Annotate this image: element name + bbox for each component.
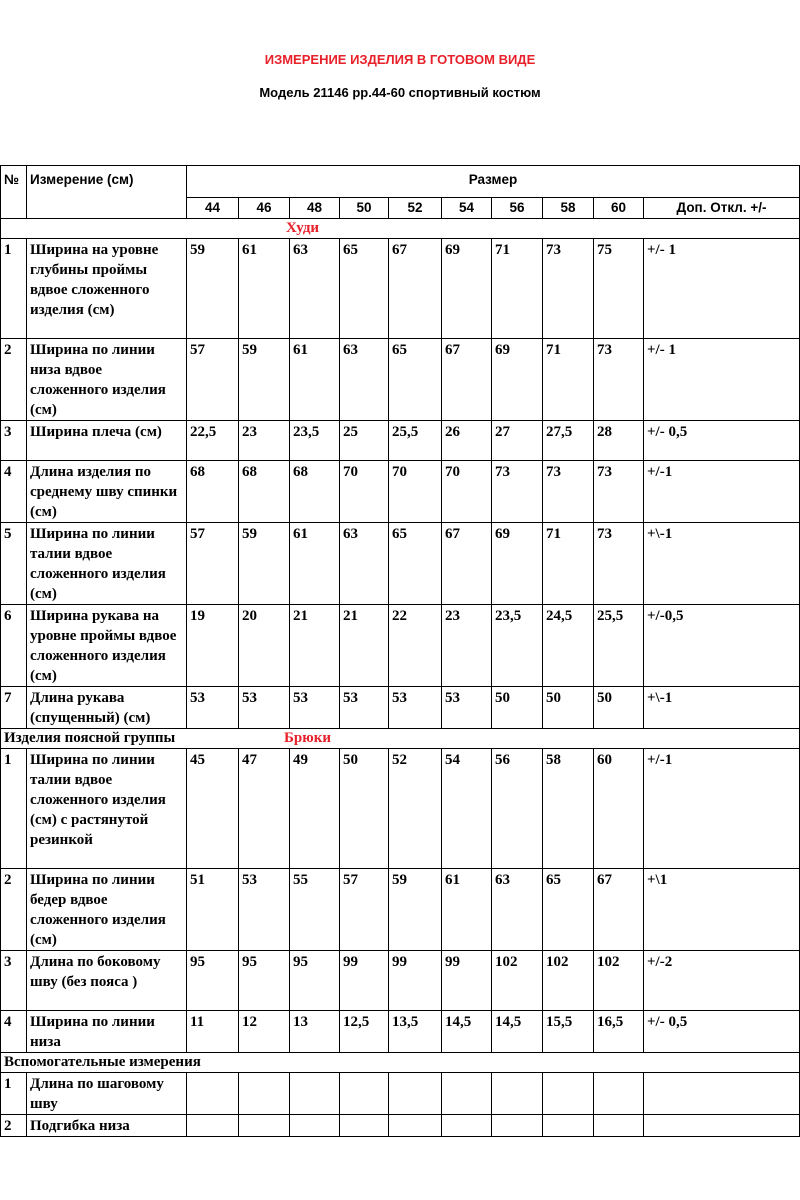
row-value: 69 <box>442 239 492 339</box>
row-value: 53 <box>187 687 239 729</box>
row-value: 49 <box>290 749 340 869</box>
document-title: ИЗМЕРЕНИЕ ИЗДЕЛИЯ В ГОТОВОМ ВИДЕ <box>264 52 536 67</box>
row-value: 61 <box>442 869 492 951</box>
row-value: 71 <box>543 523 594 605</box>
row-measurement-name: Ширина на уровне глубины проймы вдвое сложенного изделия (см) <box>27 239 187 339</box>
row-value <box>543 1115 594 1137</box>
row-tolerance: +/- 0,5 <box>644 1011 800 1053</box>
row-value <box>187 1073 239 1115</box>
row-value: 75 <box>594 239 644 339</box>
section-hoodie-row <box>1 219 800 239</box>
table-row <box>1 1011 800 1053</box>
row-value: 23,5 <box>290 421 340 461</box>
header-tolerance: Доп. Откл. +/- <box>644 198 800 219</box>
row-value: 25,5 <box>594 605 644 687</box>
row-value: 73 <box>543 239 594 339</box>
row-value: 23 <box>442 605 492 687</box>
row-measurement-name: Ширина по линии низа <box>27 1011 187 1053</box>
size-56: 56 <box>492 198 543 219</box>
section-pants-label: Брюки <box>284 730 332 746</box>
row-value: 53 <box>389 687 442 729</box>
row-tolerance: +/-1 <box>644 749 800 869</box>
row-number: 7 <box>1 687 27 729</box>
row-tolerance: +/- 0,5 <box>644 421 800 461</box>
row-number: 3 <box>1 421 27 461</box>
row-value: 73 <box>492 461 543 523</box>
table-row <box>1 523 800 605</box>
table-row <box>1 869 800 951</box>
header-measure: Измерение (см) <box>27 166 187 219</box>
row-value: 95 <box>239 951 290 1011</box>
row-value: 65 <box>389 339 442 421</box>
size-52: 52 <box>389 198 442 219</box>
row-value: 19 <box>187 605 239 687</box>
table-row <box>1 605 800 687</box>
row-value <box>442 1115 492 1137</box>
row-value: 56 <box>492 749 543 869</box>
table-row <box>1 1073 800 1115</box>
row-value: 27 <box>492 421 543 461</box>
row-value: 99 <box>389 951 442 1011</box>
row-number: 6 <box>1 605 27 687</box>
measurement-table <box>0 165 800 1137</box>
row-value: 70 <box>340 461 389 523</box>
row-value: 22,5 <box>187 421 239 461</box>
row-value: 57 <box>187 523 239 605</box>
row-value <box>492 1073 543 1115</box>
row-value: 70 <box>442 461 492 523</box>
row-value: 99 <box>340 951 389 1011</box>
row-value: 50 <box>543 687 594 729</box>
row-value: 11 <box>187 1011 239 1053</box>
row-value: 70 <box>389 461 442 523</box>
row-value: 22 <box>389 605 442 687</box>
row-value: 15,5 <box>543 1011 594 1053</box>
row-number: 2 <box>1 869 27 951</box>
row-value: 99 <box>442 951 492 1011</box>
row-value: 47 <box>239 749 290 869</box>
size-50: 50 <box>340 198 389 219</box>
row-measurement-name: Длина по боковому шву (без пояса ) <box>27 951 187 1011</box>
table-row <box>1 687 800 729</box>
row-tolerance: +/-1 <box>644 461 800 523</box>
row-value: 21 <box>340 605 389 687</box>
row-value: 71 <box>543 339 594 421</box>
row-value: 21 <box>290 605 340 687</box>
row-number: 4 <box>1 461 27 523</box>
row-value: 53 <box>239 869 290 951</box>
row-value: 57 <box>187 339 239 421</box>
row-value <box>543 1073 594 1115</box>
row-value: 68 <box>187 461 239 523</box>
row-value: 45 <box>187 749 239 869</box>
row-value: 73 <box>594 523 644 605</box>
row-value: 95 <box>290 951 340 1011</box>
row-value: 63 <box>340 523 389 605</box>
row-value: 69 <box>492 523 543 605</box>
row-value: 23 <box>239 421 290 461</box>
row-value <box>594 1115 644 1137</box>
table-row <box>1 339 800 421</box>
row-value <box>187 1115 239 1137</box>
section-aux: Вспомогательные измерения <box>1 1053 800 1073</box>
row-tolerance: +\1 <box>644 869 800 951</box>
row-value: 52 <box>389 749 442 869</box>
row-value: 59 <box>239 339 290 421</box>
row-tolerance <box>644 1073 800 1115</box>
row-value: 67 <box>442 339 492 421</box>
row-number: 1 <box>1 1073 27 1115</box>
row-value: 63 <box>340 339 389 421</box>
row-tolerance <box>644 1115 800 1137</box>
row-measurement-name: Ширина по линии талии вдвое сложенного изделия (см) с растянутой резинкой <box>27 749 187 869</box>
row-value: 53 <box>239 687 290 729</box>
row-value: 61 <box>239 239 290 339</box>
row-value: 13,5 <box>389 1011 442 1053</box>
row-value: 63 <box>290 239 340 339</box>
table-row <box>1 749 800 869</box>
row-value: 67 <box>594 869 644 951</box>
row-tolerance: +/-2 <box>644 951 800 1011</box>
row-value: 61 <box>290 523 340 605</box>
table-row <box>1 421 800 461</box>
row-value: 73 <box>594 461 644 523</box>
row-value: 53 <box>290 687 340 729</box>
row-value: 102 <box>543 951 594 1011</box>
size-46: 46 <box>239 198 290 219</box>
row-value <box>389 1115 442 1137</box>
section-hoodie-label: Худи <box>286 220 320 236</box>
row-number: 3 <box>1 951 27 1011</box>
row-value: 59 <box>187 239 239 339</box>
size-48: 48 <box>290 198 340 219</box>
row-value <box>442 1073 492 1115</box>
row-value: 14,5 <box>442 1011 492 1053</box>
row-value: 24,5 <box>543 605 594 687</box>
header-size: Размер <box>187 166 800 198</box>
row-value <box>290 1073 340 1115</box>
row-value <box>290 1115 340 1137</box>
table-row <box>1 951 800 1011</box>
row-measurement-name: Ширина рукава на уровне проймы вдвое сложенного изделия (см) <box>27 605 187 687</box>
row-value: 50 <box>594 687 644 729</box>
row-value: 71 <box>492 239 543 339</box>
row-value: 12 <box>239 1011 290 1053</box>
section-pants-row <box>1 729 800 749</box>
row-value: 59 <box>389 869 442 951</box>
size-60: 60 <box>594 198 644 219</box>
row-value: 65 <box>543 869 594 951</box>
row-measurement-name: Длина изделия по среднему шву спинки (см) <box>27 461 187 523</box>
row-value: 13 <box>290 1011 340 1053</box>
row-value: 53 <box>340 687 389 729</box>
row-value: 60 <box>594 749 644 869</box>
row-value: 53 <box>442 687 492 729</box>
row-number: 2 <box>1 339 27 421</box>
section-waist-group-label: Изделия поясной группы <box>4 730 176 746</box>
row-value <box>340 1073 389 1115</box>
row-value: 25,5 <box>389 421 442 461</box>
document-subtitle: Модель 21146 рр.44-60 спортивный костюм <box>259 85 541 100</box>
row-value: 51 <box>187 869 239 951</box>
row-tolerance: +/-0,5 <box>644 605 800 687</box>
header-num: № <box>1 166 27 219</box>
row-value: 26 <box>442 421 492 461</box>
row-value: 12,5 <box>340 1011 389 1053</box>
row-number: 1 <box>1 239 27 339</box>
row-value: 61 <box>290 339 340 421</box>
row-value: 102 <box>492 951 543 1011</box>
row-value <box>340 1115 389 1137</box>
row-value: 73 <box>594 339 644 421</box>
section-hoodie <box>1 219 800 239</box>
row-measurement-name: Ширина по линии низа вдвое сложенного изделия (см) <box>27 339 187 421</box>
row-value: 50 <box>492 687 543 729</box>
table-row <box>1 1115 800 1137</box>
row-measurement-name: Ширина по линии талии вдвое сложенного изделия (см) <box>27 523 187 605</box>
row-value: 95 <box>187 951 239 1011</box>
section-pants <box>1 729 800 749</box>
row-number: 1 <box>1 749 27 869</box>
row-value: 68 <box>239 461 290 523</box>
row-value: 69 <box>492 339 543 421</box>
row-number: 5 <box>1 523 27 605</box>
row-value: 27,5 <box>543 421 594 461</box>
table-row <box>1 461 800 523</box>
row-value: 65 <box>340 239 389 339</box>
row-measurement-name: Ширина по линии бедер вдвое сложенного изделия (см) <box>27 869 187 951</box>
row-value: 59 <box>239 523 290 605</box>
row-value: 14,5 <box>492 1011 543 1053</box>
row-tolerance: +\-1 <box>644 523 800 605</box>
header-row-1 <box>1 166 800 198</box>
row-value: 16,5 <box>594 1011 644 1053</box>
row-measurement-name: Подгибка низа <box>27 1115 187 1137</box>
row-value <box>389 1073 442 1115</box>
row-value: 25 <box>340 421 389 461</box>
row-measurement-name: Длина рукава (спущенный) (см) <box>27 687 187 729</box>
row-number: 4 <box>1 1011 27 1053</box>
row-value: 54 <box>442 749 492 869</box>
row-value <box>239 1115 290 1137</box>
row-value: 57 <box>340 869 389 951</box>
row-tolerance: +\-1 <box>644 687 800 729</box>
row-value: 65 <box>389 523 442 605</box>
row-tolerance: +/- 1 <box>644 339 800 421</box>
row-value: 20 <box>239 605 290 687</box>
row-value: 68 <box>290 461 340 523</box>
row-number: 2 <box>1 1115 27 1137</box>
size-54: 54 <box>442 198 492 219</box>
row-value <box>492 1115 543 1137</box>
row-value: 67 <box>389 239 442 339</box>
size-58: 58 <box>543 198 594 219</box>
row-value: 58 <box>543 749 594 869</box>
size-44: 44 <box>187 198 239 219</box>
table-row <box>1 239 800 339</box>
row-value: 102 <box>594 951 644 1011</box>
row-value: 23,5 <box>492 605 543 687</box>
row-value: 55 <box>290 869 340 951</box>
row-measurement-name: Длина по шаговому шву <box>27 1073 187 1115</box>
row-value: 67 <box>442 523 492 605</box>
row-value: 50 <box>340 749 389 869</box>
row-value: 73 <box>543 461 594 523</box>
row-value <box>594 1073 644 1115</box>
section-aux-row <box>1 1053 800 1073</box>
row-measurement-name: Ширина плеча (см) <box>27 421 187 461</box>
row-value: 63 <box>492 869 543 951</box>
row-tolerance: +/- 1 <box>644 239 800 339</box>
row-value <box>239 1073 290 1115</box>
row-value: 28 <box>594 421 644 461</box>
